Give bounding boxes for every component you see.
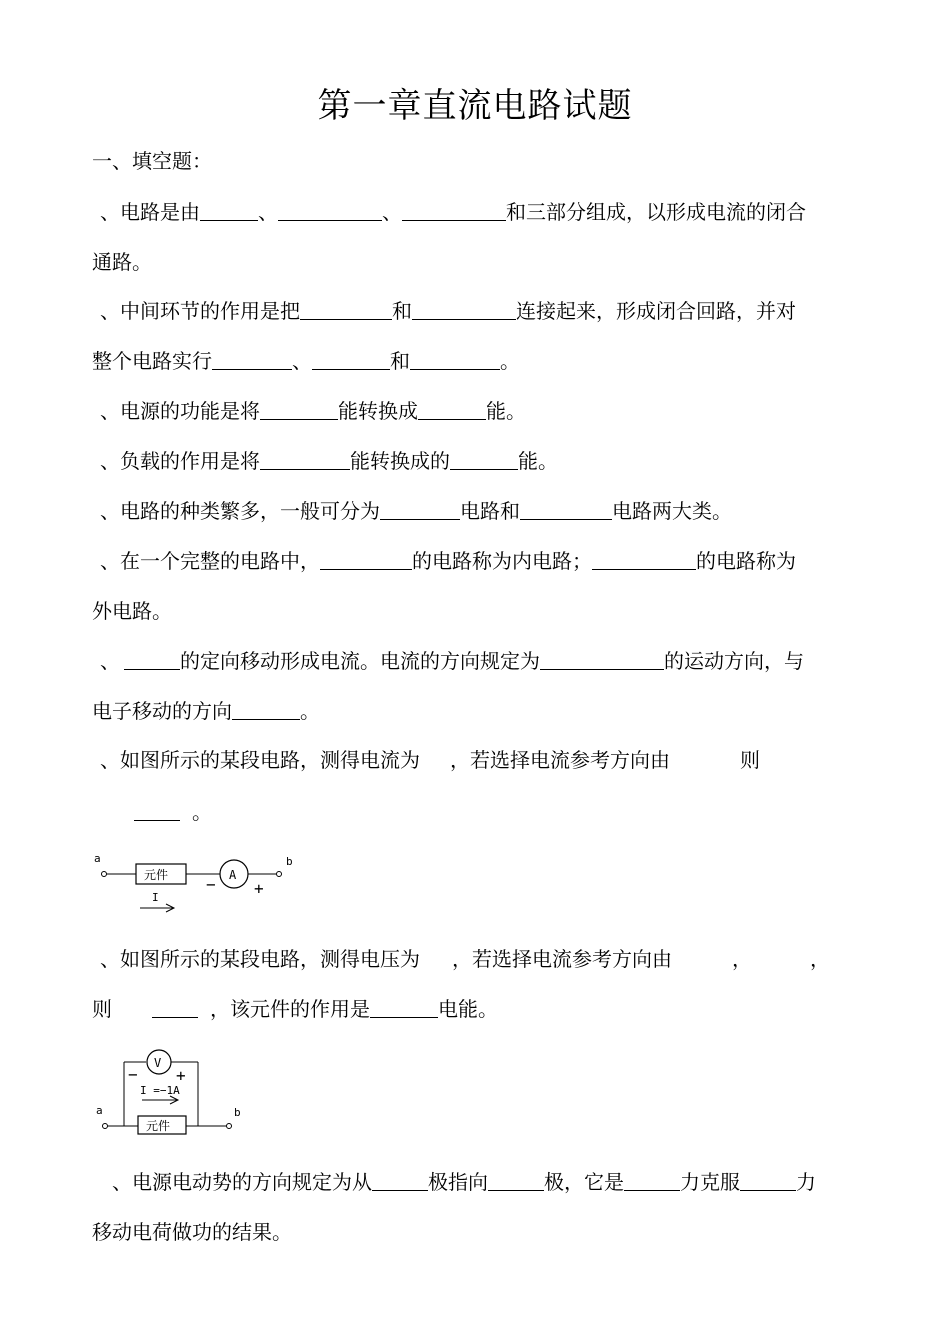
blank[interactable] — [402, 198, 506, 221]
blank[interactable] — [260, 397, 338, 420]
terminal-b-label: b — [234, 1106, 241, 1119]
blank[interactable] — [278, 198, 382, 221]
element-label: 元件 — [146, 1119, 171, 1133]
minus-sign: − — [128, 1065, 138, 1084]
section-heading: 一、填空题： — [92, 149, 212, 173]
question-1: 、电路是由 、 、 和三部分组成，以形成电流的闭合 — [100, 200, 806, 224]
blank[interactable] — [540, 647, 664, 670]
current-label: I =−1A — [140, 1084, 180, 1097]
blank[interactable] — [592, 547, 696, 570]
question-9: 、如图所示的某段电路，测得电压为 ，若选择电流参考方向由 ， ， — [100, 947, 830, 971]
question-8-cont: 。 — [134, 797, 212, 827]
voltmeter-label: V — [154, 1056, 162, 1070]
blank[interactable] — [520, 497, 612, 520]
q1-text: 、电路是由 — [100, 200, 200, 224]
element-label: 元件 — [144, 868, 169, 882]
circuit-figure-2 — [90, 1044, 260, 1140]
blank[interactable] — [418, 397, 486, 420]
blank[interactable] — [152, 995, 198, 1018]
minus-sign: − — [206, 875, 216, 894]
blank[interactable] — [232, 697, 300, 720]
blank[interactable] — [380, 497, 460, 520]
circuit-figure-1 — [90, 850, 310, 920]
terminal-a-label: a — [94, 852, 101, 865]
plus-sign: + — [254, 879, 264, 898]
blank[interactable] — [320, 547, 412, 570]
question-8: 、如图所示的某段电路，测得电流为 ，若选择电流参考方向由 则 — [100, 748, 760, 772]
blank[interactable] — [740, 1168, 796, 1191]
blank[interactable] — [412, 297, 516, 320]
ammeter-label: A — [229, 868, 237, 882]
plus-sign: + — [176, 1066, 186, 1085]
question-9-cont: 则 ，该元件的作用是 电能。 — [92, 997, 498, 1021]
question-1-cont: 通路。 — [92, 250, 152, 274]
blank[interactable] — [312, 347, 390, 370]
question-4: 、负载的作用是将 能转换成的 能。 — [100, 449, 558, 473]
question-5: 、电路的种类繁多，一般可分为 电路和 电路两大类。 — [100, 499, 732, 523]
blank[interactable] — [124, 647, 180, 670]
question-2: 、中间环节的作用是把 和 连接起来，形成闭合回路，并对 — [100, 299, 796, 323]
blank[interactable] — [370, 995, 438, 1018]
blank[interactable] — [134, 798, 180, 821]
blank[interactable] — [624, 1168, 680, 1191]
page-title: 第一章直流电路试题 — [317, 86, 633, 126]
blank[interactable] — [488, 1168, 544, 1191]
question-7-cont: 电子移动的方向 。 — [92, 699, 320, 723]
question-7: 、 的定向移动形成电流。电流的方向规定为 的运动方向，与 — [100, 649, 804, 673]
terminal-a-label: a — [96, 1104, 103, 1117]
terminal-b-label: b — [286, 855, 293, 868]
question-10: 、电源电动势的方向规定为从 极指向 极，它是 力克服 力 — [112, 1170, 816, 1194]
blank[interactable] — [410, 347, 500, 370]
blank[interactable] — [300, 297, 392, 320]
blank[interactable] — [372, 1168, 428, 1191]
question-3: 、电源的功能是将 能转换成 能。 — [100, 399, 526, 423]
blank[interactable] — [200, 198, 258, 221]
terminal-b — [277, 872, 282, 877]
question-6-cont: 外电路。 — [92, 599, 172, 623]
terminal-b — [227, 1124, 232, 1129]
blank[interactable] — [450, 447, 518, 470]
question-6: 、在一个完整的电路中， 的电路称为内电路； 的电路称为 — [100, 549, 796, 573]
question-2-cont: 整个电路实行 、 和 。 — [92, 349, 520, 373]
blank[interactable] — [212, 347, 292, 370]
terminal-a — [102, 872, 107, 877]
current-label: I — [152, 891, 159, 904]
question-10-cont: 移动电荷做功的结果。 — [92, 1220, 292, 1244]
blank[interactable] — [260, 447, 350, 470]
terminal-a — [103, 1124, 108, 1129]
